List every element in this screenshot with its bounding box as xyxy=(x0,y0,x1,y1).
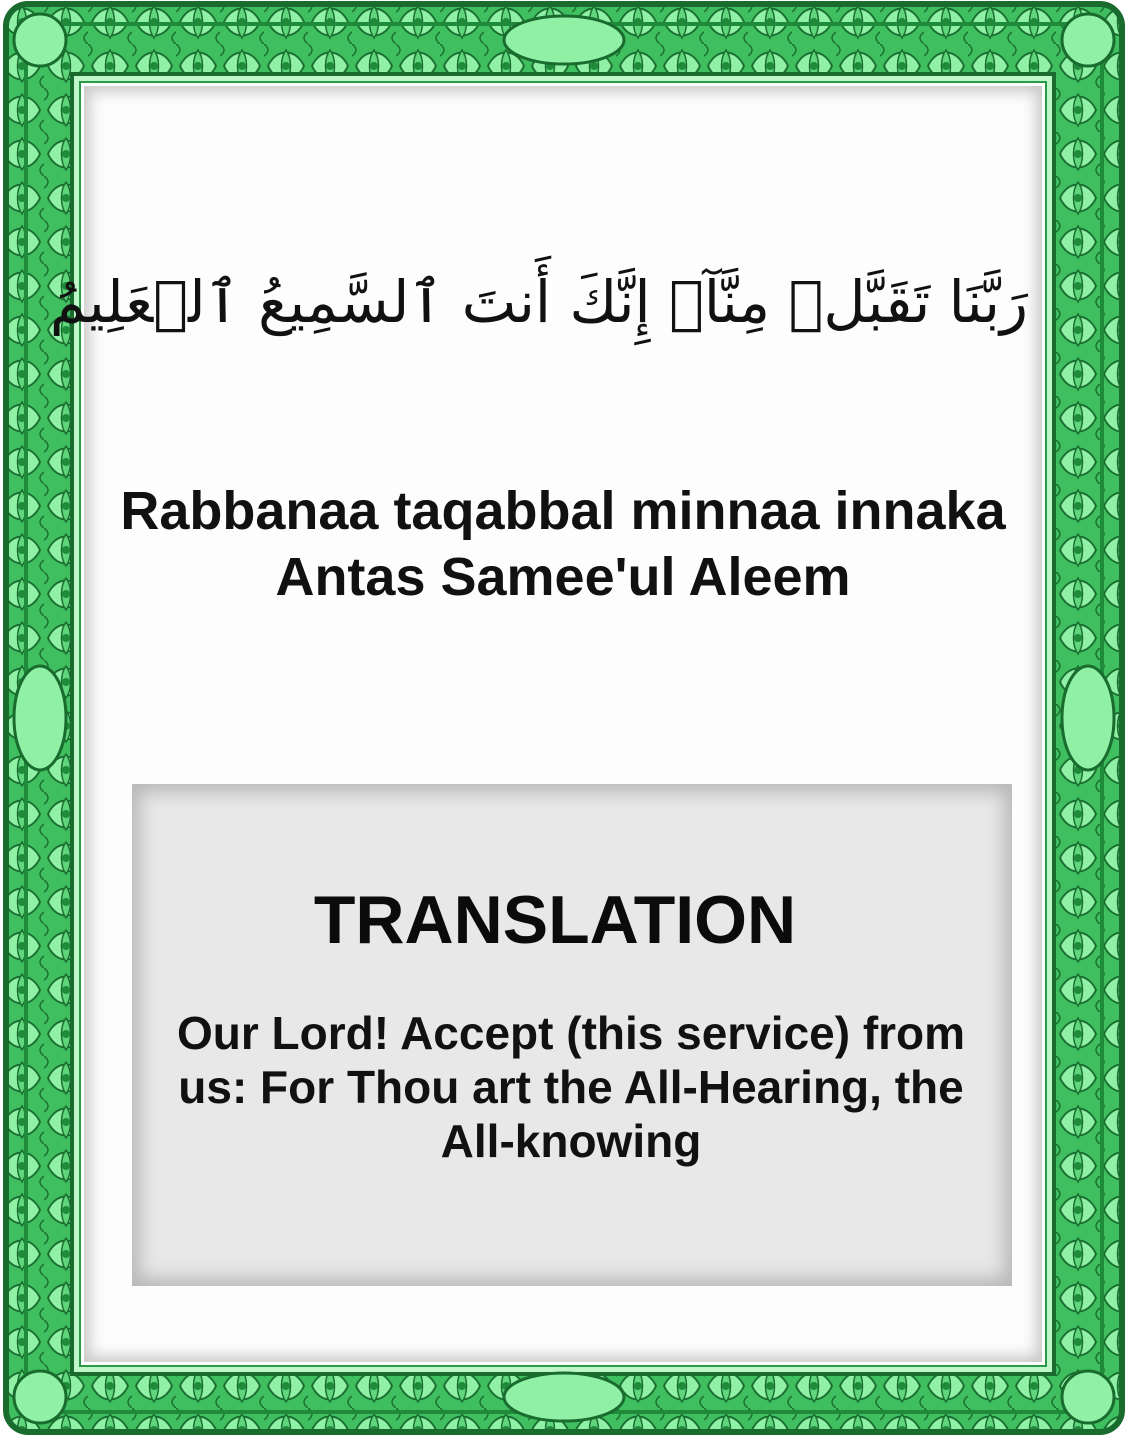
translation-text: Our Lord! Accept (this service) from us: For Thou art the All-Hearing, the All-knowing xyxy=(176,1007,966,1167)
arabic-dua-text: رَبَّنَا تَقَبَّلۡ مِنَّآۖ إِنَّكَ أَنتَ ٱلسَّمِيعُ ٱلۡعَلِيمُ xyxy=(49,268,1028,336)
transliteration-text: Rabbanaa taqabbal minnaa innaka Antas Samee'ul Aleem xyxy=(120,481,1006,607)
translation-box xyxy=(132,784,1012,1286)
translation-heading: TRANSLATION xyxy=(313,882,797,958)
